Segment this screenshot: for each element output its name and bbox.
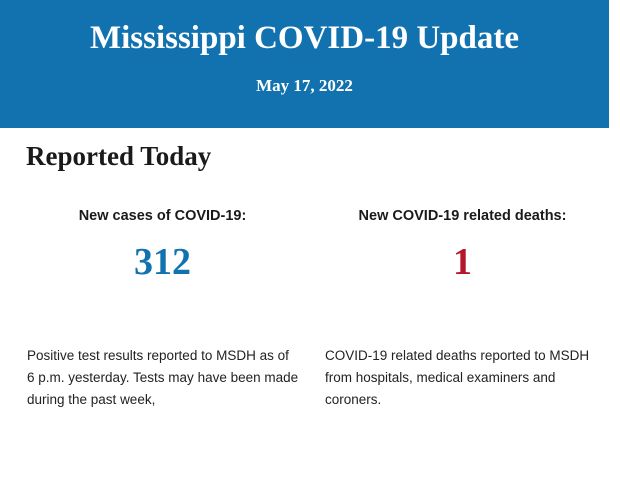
stat-label-new-cases: New cases of COVID-19: (78, 208, 247, 224)
section-heading: Reported Today (26, 141, 212, 171)
stat-label-new-deaths: New COVID-19 related deaths: (358, 208, 567, 224)
stat-note-new-deaths: COVID-19 related deaths reported to MSDH from hospitals, medical examiners and coroners. (325, 348, 590, 407)
stat-block-new-cases (20, 208, 305, 282)
report-date: May 17, 2022 (256, 76, 353, 95)
stat-note-new-cases: Positive test results reported to MSDH as of 6 p.m. yesterday. Tests may have been made during the past week, (27, 348, 299, 407)
stat-value-new-deaths: 1 (453, 241, 472, 283)
stat-block-new-deaths (320, 208, 605, 282)
header-banner (0, 0, 609, 128)
stat-value-new-cases: 312 (134, 241, 191, 283)
page-title: Mississippi COVID-19 Update (89, 20, 520, 56)
